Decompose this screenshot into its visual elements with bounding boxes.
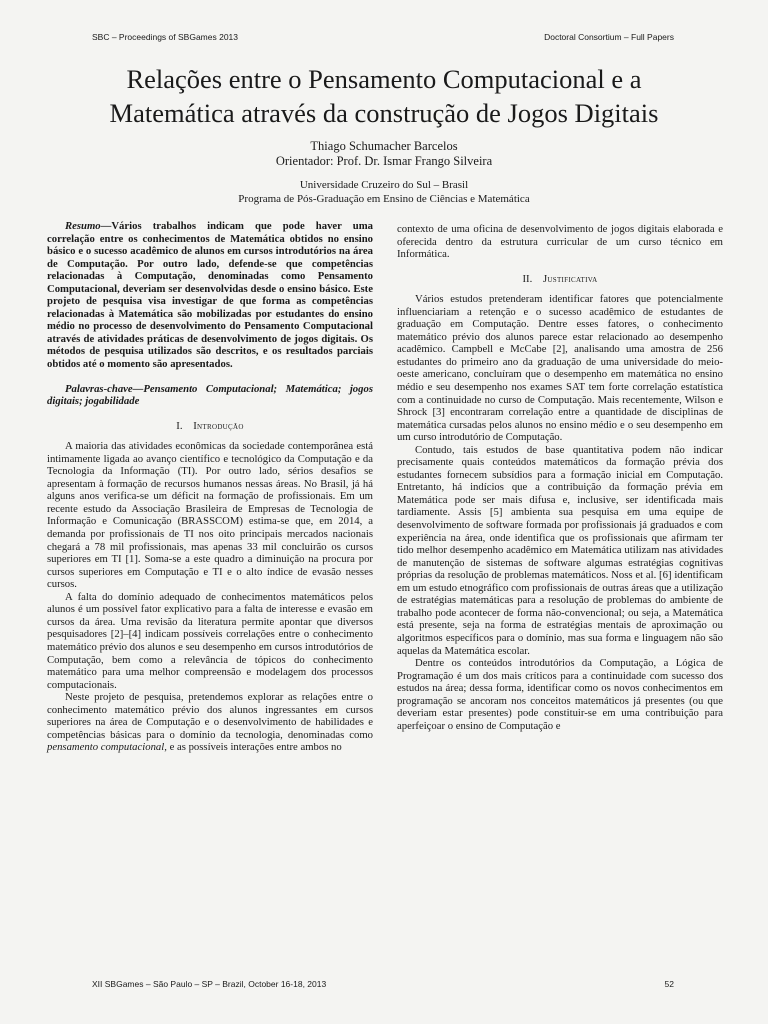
header-left: SBC – Proceedings of SBGames 2013 [92, 32, 238, 42]
advisor-name: Orientador: Prof. Dr. Ismar Frango Silveira [275, 154, 493, 168]
section-title: Introdução [193, 419, 244, 432]
section-title: Justificativa [542, 272, 598, 285]
keywords: Palavras-chave—Pensamento Computacional; Matemática; jogos digitais; jogabilidade [47, 382, 373, 408]
affiliation-block [0, 178, 768, 206]
running-header [92, 32, 674, 42]
author-name: Thiago Schumacher Barcelos [310, 139, 458, 153]
paragraph: Contudo, tais estudos de base quantitativa podem não indicar precisamente quais conteúdos matemáticos da formação prévia dos estudantes fornecem subsídios para a formação inicial em Computação. Entretanto, há indícios que a contribuição da formação prévia em Matemática pode ser mais difusa e, inclusive, ser identificada mais tardiamente. Assis [5] ambienta sua pesquisa em uma equipe de desenvolvimento de software formada por profissionais já graduados e com experiência na área, onde identifica que os profissionais que afirmam ter tido melhor desempenho acadêmico em Matemática utilizam nas atividades de manutenção de sistemas de software algumas estratégias cognitivas próprias da resolução de problemas matemáticos. Noss et al. [6] identificam em um estudo etnográfico com profissionais de outras áreas que a utilização de estratégias matemáticas para a resolução de problemas do ambiente de trabalho pode acontecer de forma não-convencional; ou seja, a Matemática está presente, seja na forma de estratégias mentais de aproximação ou algoritmos específicos para o domínio, mas sua forma e linguagem não são aquelas da Matemática escolar. [397, 443, 723, 657]
paragraph: A maioria das atividades econômicas da sociedade contemporânea está intimamente ligada ao avanço científico e tecnológico da Computação e da Tecnologia da Informação (TI). Por outro lado, sérios desafios se apresentam à formação de recursos humanos nessas áreas. No Brasil, já há alguns anos verifica-se um déficit na formação de profissionais. Em um recente estudo da Associação Brasileira de Empresas de Tecnologia de Informação e Comunicação (BRASSCOM) estima-se que, em 2014, a demanda por profissionais de TI nos oito principais mercados nacionais chegará a 78 mil profissionais, mas apenas 33 mil concluirão os cursos superiores em TI [1]. Soma-se a este quadro a diminuição na procura por cursos superiores em Computação e TI e o alto índice de evasão nesses cursos. [47, 440, 373, 591]
paper-title [40, 62, 728, 130]
section-number: II. [522, 272, 533, 285]
section-number: I. [176, 419, 183, 432]
university: Universidade Cruzeiro do Sul – Brasil [299, 179, 469, 191]
paragraph: Dentre os conteúdos introdutórios da Computação, a Lógica de Programação é um dos mais críticos para a continuidade com sucesso dos estudos na área; dessa forma, identificar como os novos conhecimentos em programação se ancoram nos conceitos matemáticos já presentes (ou que deveriam estar presentes) pode constituir-se em uma contribuição para aperfeiçoar o ensino de Computação e [397, 657, 723, 732]
paragraph-emphasis: pensamento computacional [47, 741, 165, 754]
paragraph: Vários estudos pretenderam identificar fatores que potencialmente influenciariam a retenção e o sucesso acadêmico de estudantes de graduação em Computação. Dentre esses fatores, o conhecimento matemático prévio dos alunos parece estar relacionado ao desempenho acadêmico. Campbell e McCabe [2], analisando uma amostra de 256 estudantes do primeiro ano da graduação de uma universidade do meio-oeste americano, concluíram que o desempenho em matemática no ensino médio e seu desempenho nos exames SAT tem forte correlação estatística com a continuidade no curso de Computação. Mais recentemente, Wilson e Shrock [3] encontraram correlação entre a quantidade de disciplinas de matemática cursadas pelos alunos no ensino médio e o seu desempenho em um curso introdutório de Computação. [397, 293, 723, 444]
graduate-program: Programa de Pós-Graduação em Ensino de Ciências e Matemática [238, 193, 530, 205]
left-column [47, 220, 373, 754]
title-line-2: Matemática através da construção de Jogos Digitais [109, 98, 659, 128]
author-block [0, 139, 768, 169]
section-heading-justificativa [397, 273, 723, 286]
page-number: 52 [664, 979, 674, 989]
abstract [47, 220, 373, 371]
right-column [397, 223, 723, 732]
abstract-label: Resumo [65, 220, 101, 232]
paragraph [47, 691, 373, 754]
section-heading-introducao [47, 420, 373, 433]
header-right: Doctoral Consortium – Full Papers [544, 32, 674, 42]
title-line-1: Relações entre o Pensamento Computacional e a [126, 64, 642, 94]
paragraph: A falta do domínio adequado de conhecimentos matemáticos pelos alunos é um possível fator explicativo para a falta de interesse e evasão em cursos da área. Uma revisão da literatura permite apontar que diversos pesquisadores [2]–[4] indicam possíveis correlações entre o conhecimento matemático prévio dos alunos e seu desempenho em cursos introdutórios de Computação, bem como a relevância de tópicos do conhecimento matemático para uma melhor compreensão e modelagem dos processos computacionais. [47, 590, 373, 691]
paragraph: contexto de uma oficina de desenvolvimento de jogos digitais elaborada e oferecida dentro da estrutura curricular de um curso técnico em Informática. [397, 223, 723, 261]
footer-conference: XII SBGames – São Paulo – SP – Brazil, October 16-18, 2013 [92, 979, 327, 989]
running-footer [92, 979, 674, 989]
abstract-text: —Vários trabalhos indicam que pode haver uma correlação entre os conhecimentos de Matemática obtidos no ensino básico e o sucesso acadêmico de alunos em cursos introdutórios na área de Computação. Por outro lado, defende-se que competências relacionadas à Computação, denominadas como Pensamento Computacional, deveriam ser desenvolvidas desde o ensino básico. Este projeto de pesquisa visa investigar de que forma as competências relacionadas à Matemática são mobilizadas por estudantes do ensino médio no processo de desenvolvimento do Pensamento Computacional através de atividades práticas de desenvolvimento de jogos digitais. Os métodos de pesquisa utilizados são descritos, e os resultados parciais obtidos até o momento são apresentados. [47, 220, 373, 371]
paragraph-text: Neste projeto de pesquisa, pretendemos explorar as relações entre o conhecimento matemático prévio dos alunos ingressantes em cursos superiores na área de Computação e o desenvolvimento de habilidades e competências básicas para o domínio da tecnologia, denominadas como [47, 691, 373, 741]
paragraph-text: , e as possíveis interações entre ambos no [164, 741, 342, 754]
